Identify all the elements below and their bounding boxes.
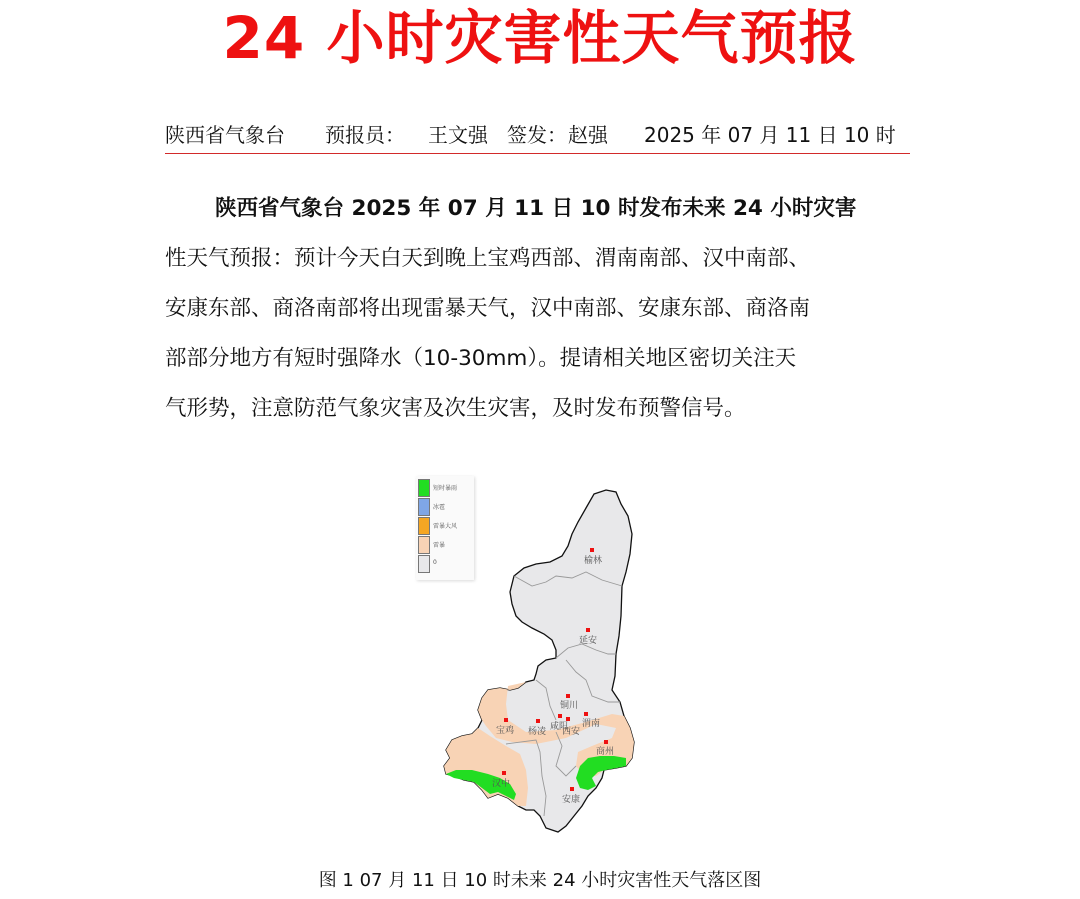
legend-swatch	[418, 555, 430, 573]
paragraph-line: 部部分地方有短时强降水（10-30mm）。提请相关地区密切关注天	[165, 346, 797, 371]
city-label: 西安	[562, 727, 581, 737]
paragraph-line: 陕西省气象台 2025 年 07 月 11 日 10 时发布未来 24 小时灾害	[215, 196, 857, 221]
issuer: 陕西省气象台	[165, 123, 285, 147]
legend-item-thunderstorm-gale	[418, 517, 474, 535]
legend-label: 短时暴雨	[433, 485, 458, 492]
city-label: 渭南	[582, 719, 601, 729]
legend-swatch	[418, 498, 430, 516]
city-label: 杨凌	[528, 727, 547, 737]
legend-label: 0	[433, 559, 437, 566]
forecaster-label: 预报员：	[325, 123, 405, 147]
paragraph-line: 安康东部、商洛南部将出现雷暴天气，汉中南部、安康东部、商洛南	[165, 296, 811, 321]
city-label: 宝鸡	[496, 726, 515, 736]
legend-label: 冰雹	[433, 504, 446, 511]
signer-name: 赵强	[568, 123, 608, 147]
figure-caption: 图 1 07 月 11 日 10 时未来 24 小时灾害性天气落区图	[318, 870, 762, 891]
city-label: 安康	[562, 795, 581, 805]
legend-swatch	[418, 536, 430, 554]
header-divider	[165, 153, 910, 154]
legend-item-thunderstorm	[418, 536, 474, 554]
legend-swatch	[418, 479, 430, 497]
legend-label: 雷暴大风	[433, 523, 458, 530]
paragraph-line: 性天气预报：预计今天白天到晚上宝鸡西部、渭南南部、汉中南部、	[165, 246, 811, 271]
forecaster-name: 王文强	[428, 123, 488, 147]
city-label: 铜川	[560, 701, 579, 711]
city-label: 榆林	[584, 556, 603, 566]
city-label: 汉中	[492, 779, 511, 789]
paragraph-line: 气形势，注意防范气象灾害及次生灾害，及时发布预警信号。	[165, 396, 746, 421]
city-label: 商州	[596, 747, 615, 757]
legend-item-heavy-rain	[418, 479, 474, 497]
legend-swatch	[418, 517, 430, 535]
document-meta	[165, 120, 910, 150]
city-label: 咸阳	[550, 722, 569, 732]
issue-datetime: 2025 年 07 月 11 日 10 时	[644, 123, 896, 147]
legend-item-none	[418, 555, 474, 573]
forecast-map-figure	[416, 476, 666, 846]
forecast-paragraph	[165, 184, 915, 434]
signer-label: 签发：	[507, 123, 567, 147]
map-legend	[416, 476, 474, 580]
document-title: 24 小时灾害性天气预报	[222, 4, 858, 72]
city-label: 延安	[579, 636, 598, 646]
legend-label: 雷暴	[433, 542, 446, 549]
legend-item-hail	[418, 498, 474, 516]
